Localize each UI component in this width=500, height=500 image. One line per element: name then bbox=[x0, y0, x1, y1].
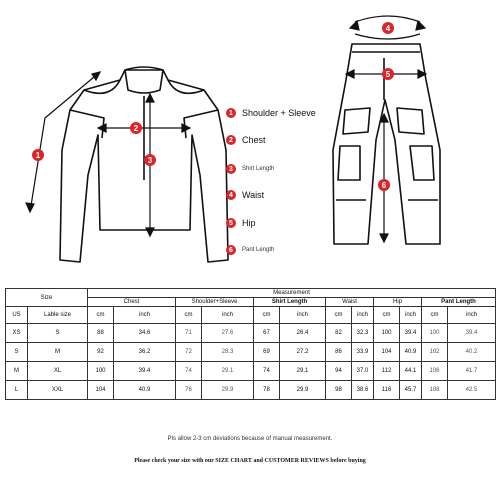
table-cell: 102 bbox=[422, 343, 448, 362]
table-cell: 32.3 bbox=[352, 324, 374, 343]
size-chart-table bbox=[5, 288, 495, 400]
table-cell: 94 bbox=[326, 362, 352, 381]
shirt-outline bbox=[60, 67, 228, 262]
table-row bbox=[6, 381, 496, 400]
size-check-footer: Please check your size with our SIZE CHART and CUSTOMER REVIEWS before buying bbox=[134, 458, 366, 464]
table-cell: 112 bbox=[374, 362, 400, 381]
table-cell: 69 bbox=[254, 343, 280, 362]
table-cell: 33.9 bbox=[352, 343, 374, 362]
legend-number: 6 bbox=[226, 245, 236, 255]
table-cell: 88 bbox=[88, 324, 114, 343]
col-header: US bbox=[6, 307, 28, 324]
col-header: cm bbox=[422, 307, 448, 324]
table-cell: 72 bbox=[176, 343, 202, 362]
table-cell: 27.2 bbox=[280, 343, 326, 362]
table-cell: 74 bbox=[254, 362, 280, 381]
table-cell: 36.2 bbox=[114, 343, 176, 362]
table-cell: 100 bbox=[422, 324, 448, 343]
marker-6: 6 bbox=[381, 181, 387, 190]
col-header: cm bbox=[254, 307, 280, 324]
table-row bbox=[6, 343, 496, 362]
table-cell: L bbox=[6, 381, 28, 400]
legend-number: 5 bbox=[226, 218, 236, 228]
table-cell: 41.7 bbox=[448, 362, 496, 381]
table-cell: 40.9 bbox=[400, 343, 422, 362]
table-cell: 100 bbox=[374, 324, 400, 343]
table-cell: 78 bbox=[254, 381, 280, 400]
table-cell: 45.7 bbox=[400, 381, 422, 400]
table-cell: 29.1 bbox=[280, 362, 326, 381]
col-header: cm bbox=[374, 307, 400, 324]
table-cell: 98 bbox=[326, 381, 352, 400]
col-header: Lable size bbox=[28, 307, 88, 324]
table-cell: 27.6 bbox=[202, 324, 254, 343]
legend-label: Shirt Length bbox=[242, 166, 275, 172]
table-cell: 100 bbox=[88, 362, 114, 381]
legend-number: 3 bbox=[226, 164, 236, 174]
table-cell: S bbox=[28, 324, 88, 343]
table-cell: 74 bbox=[176, 362, 202, 381]
legend-number: 2 bbox=[226, 135, 236, 145]
col-header: cm bbox=[88, 307, 114, 324]
table-cell: 39.4 bbox=[448, 324, 496, 343]
col-header: cm bbox=[176, 307, 202, 324]
group-header: Pant Length bbox=[422, 298, 496, 307]
marker-1: 1 bbox=[35, 151, 41, 160]
col-header: inch bbox=[352, 307, 374, 324]
group-header: Shirt Length bbox=[254, 298, 326, 307]
table-cell: 34.6 bbox=[114, 324, 176, 343]
legend-label: Shoulder + Sleeve bbox=[242, 108, 316, 118]
table-cell: 26.4 bbox=[280, 324, 326, 343]
legend-number: 4 bbox=[226, 190, 236, 200]
table-cell: 86 bbox=[326, 343, 352, 362]
table-cell: 82 bbox=[326, 324, 352, 343]
table-cell: 42.5 bbox=[448, 381, 496, 400]
col-header: inch bbox=[400, 307, 422, 324]
table-cell: XXL bbox=[28, 381, 88, 400]
table-cell: 39.4 bbox=[114, 362, 176, 381]
table-cell: M bbox=[28, 343, 88, 362]
col-header: inch bbox=[448, 307, 496, 324]
legend-item bbox=[226, 245, 274, 255]
marker-5: 5 bbox=[385, 70, 391, 79]
table-cell: 29.9 bbox=[202, 381, 254, 400]
col-header: inch bbox=[280, 307, 326, 324]
table-cell: 44.1 bbox=[400, 362, 422, 381]
col-header: inch bbox=[202, 307, 254, 324]
legend-item bbox=[226, 135, 266, 145]
table-cell: 76 bbox=[176, 381, 202, 400]
legend-item bbox=[226, 190, 264, 200]
marker-4: 4 bbox=[385, 24, 391, 33]
legend-label: Hip bbox=[242, 218, 256, 228]
legend-item bbox=[226, 164, 274, 174]
table-cell: M bbox=[6, 362, 28, 381]
legend-number: 1 bbox=[226, 108, 236, 118]
group-header: Shoulder+Sleeve bbox=[176, 298, 254, 307]
table-cell: 40.2 bbox=[448, 343, 496, 362]
table-cell: 104 bbox=[88, 381, 114, 400]
table-cell: 38.6 bbox=[352, 381, 374, 400]
shirt-markers bbox=[32, 122, 156, 166]
subheader-row bbox=[6, 307, 496, 324]
table-cell: S bbox=[6, 343, 28, 362]
table-cell: 29.1 bbox=[202, 362, 254, 381]
table-cell: 71 bbox=[176, 324, 202, 343]
table-cell: 40.9 bbox=[114, 381, 176, 400]
measurement-header: Measurement bbox=[88, 289, 496, 298]
table-cell: 92 bbox=[88, 343, 114, 362]
table-cell: 39.4 bbox=[400, 324, 422, 343]
table-cell: 116 bbox=[374, 381, 400, 400]
table-cell: 37.0 bbox=[352, 362, 374, 381]
table-cell: 106 bbox=[422, 362, 448, 381]
legend-item bbox=[226, 108, 316, 118]
size-header: Size bbox=[6, 289, 88, 307]
group-header: Chest bbox=[88, 298, 176, 307]
legend-label: Waist bbox=[242, 190, 265, 200]
table-cell: 29.9 bbox=[280, 381, 326, 400]
marker-2: 2 bbox=[133, 124, 139, 133]
table-row bbox=[6, 362, 496, 381]
deviation-note: Pls allow 2-3 cm deviations because of manual measurement. bbox=[167, 436, 333, 442]
table-row bbox=[6, 324, 496, 343]
col-header: inch bbox=[114, 307, 176, 324]
group-header: Waist bbox=[326, 298, 374, 307]
legend-label: Pant Length bbox=[242, 247, 275, 253]
group-header: Hip bbox=[374, 298, 422, 307]
marker-3: 3 bbox=[147, 156, 153, 165]
table-cell: 67 bbox=[254, 324, 280, 343]
col-header: cm bbox=[326, 307, 352, 324]
legend-label: Chest bbox=[242, 135, 266, 145]
table-cell: 108 bbox=[422, 381, 448, 400]
legend-item bbox=[226, 218, 256, 228]
table-cell: 104 bbox=[374, 343, 400, 362]
table-cell: XL bbox=[28, 362, 88, 381]
table-cell: XS bbox=[6, 324, 28, 343]
table-cell: 28.3 bbox=[202, 343, 254, 362]
